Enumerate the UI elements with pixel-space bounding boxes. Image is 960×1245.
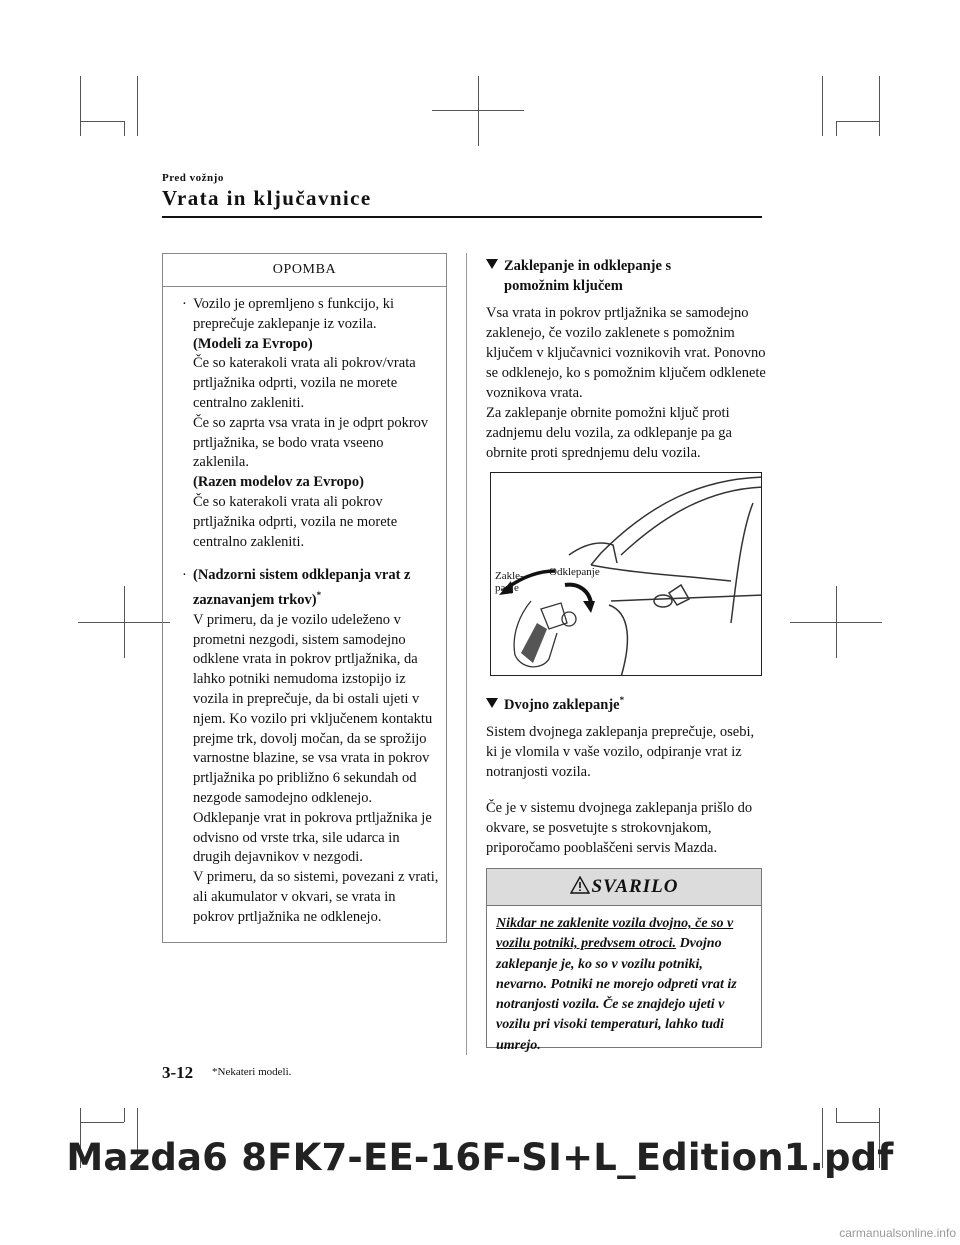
note-text: Če so zaprta vsa vrata in je odprt pokrov prtljažnika, se bodo vrata vseeno zaklenila.	[193, 414, 429, 471]
note-subheading: (Razen modelov za Evropo)	[193, 474, 364, 491]
warning-text-emphasis: Nikdar ne zaklenite vozila dvojno, če so v vozilu potniki, predvsem otroci.	[496, 916, 734, 952]
note-text: Če so katerakoli vrata ali pokrov/vrata prtljažnika odprti, vozila ne morete centralno zakleniti.	[193, 355, 416, 411]
footnote: *Nekateri modeli.	[212, 1066, 292, 1078]
key-blade-icon	[521, 623, 547, 663]
aux-key-paragraph-2: Za zaklepanje obrnite pomožni ključ proti zadnjemu delu vozila, za odklepanje pa ga obrnite proti sprednjemu delu vozila.	[486, 405, 732, 461]
title-rule	[162, 216, 762, 218]
label-lock: Zakle- panje	[495, 570, 524, 594]
double-lock-paragraph: Sistem dvojnega zaklepanja preprečuje, osebi, ki je vlomila v vaše vozilo, odpiranje vrat iz notranjosti vozila.	[486, 724, 755, 780]
subheading-aux-key: Zaklepanje in odklepanje s pomožnim ključem	[486, 256, 671, 296]
note-box	[162, 253, 447, 943]
page-number: 3-12	[162, 1063, 194, 1082]
section-label: Pred vožnjo	[162, 172, 224, 184]
car-door-drawing	[491, 473, 762, 676]
warning-triangle-icon	[570, 876, 590, 894]
note-item-title: (Nadzorni sistem odklepanja vrat z zaznavanjem trkov)	[193, 567, 411, 608]
footnote-star: *	[316, 590, 322, 601]
watermark: carmanualsonline.info	[839, 1226, 956, 1240]
note-subheading: (Modeli za Evropo)	[193, 335, 313, 352]
warning-heading: SVARILO	[487, 869, 761, 906]
note-text: V primeru, da so sistemi, povezani z vrati, ali akumulator v okvari, se vrata in pokrov prtljažnika ne odklenejo.	[193, 869, 439, 925]
bullet: ·	[182, 567, 187, 584]
door-key-illustration	[490, 472, 762, 676]
warning-text-body: Dvojno zaklepanje je, ko so v vozilu potniki, nevarno. Potniki ne morejo odpreti vrat iz notranjosti vozila. Če se znajdejo ujeti v vozilu pri visoki temperaturi, lahko tudi umrejo.	[496, 936, 737, 1053]
triangle-bullet-icon	[486, 259, 498, 269]
subheading-double-lock: Dvojno zaklepanje*	[486, 690, 624, 715]
note-text: Če so katerakoli vrata ali pokrov prtljažnika odprti, vozila ne morete centralno zakleniti.	[193, 493, 398, 550]
note-item-crash-unlock	[163, 566, 446, 927]
aux-key-paragraph: Vsa vrata in pokrov prtljažnika se samodejno zaklenejo, če vozilo zaklenete s pomožnim ključem v ključavnici voznikovih vrat. Ponovno se odklenejo, ko s pomožnim ključem odklenete voznikova vrata.	[486, 305, 766, 401]
note-text: V primeru, da je vozilo udeleženo v prometni nezgodi, sistem samodejno odklene vrata in pokrov prtljažnika, da lahko potniki nemudoma izstopijo iz vozila in preprečuje, da bi ostali ujeti v njem. Ko vozilo pri vključenem kontaktu prejme trk, dovolj močan, da se sprožijo varnostne blazine, se vsa vrata in pokrov prtljažnika po približno 6 sekundah od nezgode samodejno odklenejo.	[193, 611, 433, 806]
warning-box	[486, 868, 762, 1053]
note-text: Vozilo je opremljeno s funkcijo, ki preprečuje zaklepanje iz vozila.	[193, 296, 395, 332]
note-text: Odklepanje vrat in pokrova prtljažnika je odvisno od vrste trka, sile udarca in drugih dejavnikov v nezgodi.	[193, 809, 432, 866]
page-title: Vrata in ključavnice	[162, 186, 372, 210]
note-item-child-lock	[163, 295, 446, 552]
label-unlock: Odklepanje	[549, 566, 600, 578]
warning-text	[487, 906, 761, 1056]
arrow-unlock-icon	[583, 601, 595, 613]
double-lock-paragraph-2: Če je v sistemu dvojnega zaklepanja prišlo do okvare, se posvetujte s strokovnjakom, priporočamo pooblaščeni servis Mazda.	[486, 800, 753, 856]
triangle-bullet-icon	[486, 698, 498, 708]
bullet: ·	[182, 296, 187, 312]
note-heading: OPOMBA	[163, 254, 446, 287]
document-filename: Mazda6 8FK7-EE-16F-SI+L_Edition1.pdf	[66, 1136, 894, 1179]
column-divider	[466, 253, 467, 1055]
